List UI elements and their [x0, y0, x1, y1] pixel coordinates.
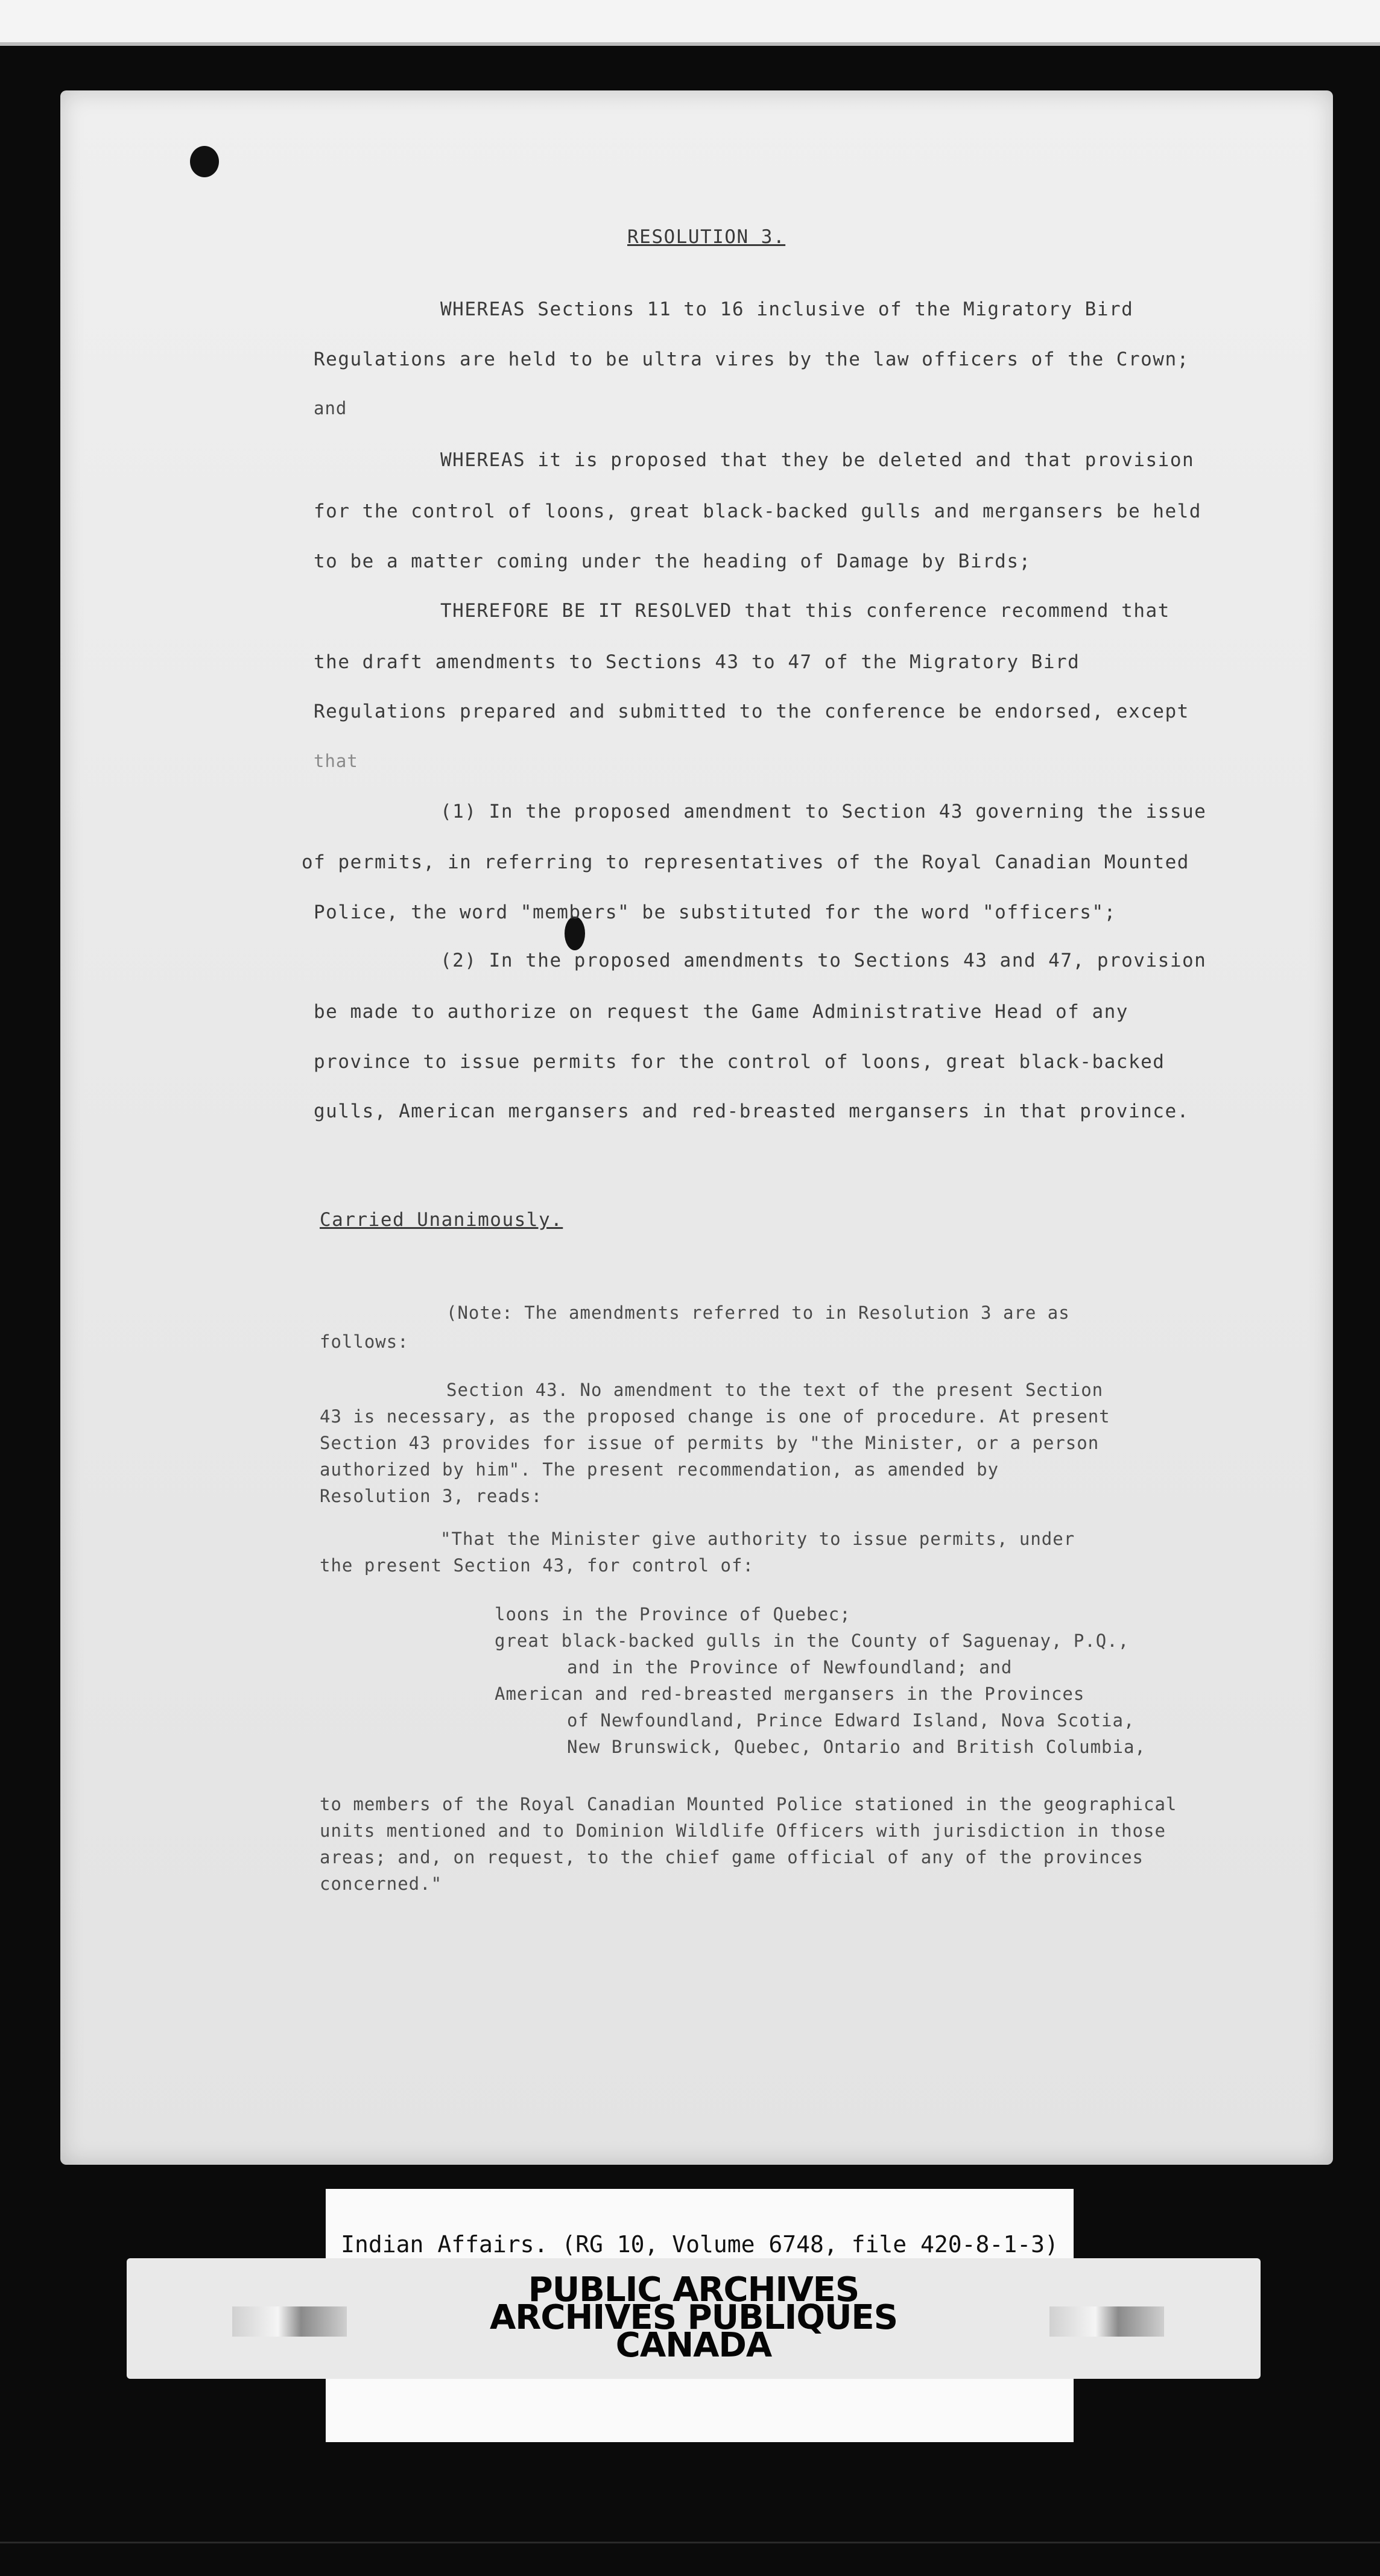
text-line: Regulations are held to be ultra vires by the law officers of the Crown; — [314, 349, 1189, 370]
text-line: the present Section 43, for control of: — [320, 1555, 754, 1576]
list-line: New Brunswick, Quebec, Ontario and British Columbia, — [567, 1737, 1146, 1757]
text-line: province to issue permits for the control of loons, great black-backed — [314, 1051, 1165, 1073]
stamp-line: ARCHIVES PUBLIQUES — [489, 2298, 898, 2337]
resolution-title: RESOLUTION 3. — [627, 226, 786, 248]
scan-bottom-edge — [0, 2542, 1380, 2543]
text-line: and — [314, 398, 347, 418]
ink-blot — [190, 146, 219, 177]
stamp-line: PUBLIC ARCHIVES — [528, 2270, 859, 2309]
text-line: be made to authorize on request the Game Administrative Head of any — [314, 1001, 1128, 1023]
text-line: Section 43. No amendment to the text of the present Section — [446, 1380, 1104, 1400]
text-line: areas; and, on request, to the chief game official of any of the provinces — [320, 1847, 1144, 1867]
text-line: WHEREAS it is proposed that they be deleted and that provision — [440, 449, 1195, 471]
list-line: American and red-breasted mergansers in the Provinces — [495, 1684, 1085, 1704]
text-line: follows: — [320, 1331, 409, 1352]
stamp-line: CANADA — [615, 2326, 772, 2365]
text-line: 43 is necessary, as the proposed change is one of procedure. At present — [320, 1406, 1110, 1427]
text-line: for the control of loons, great black-backed gulls and mergansers be held — [314, 500, 1201, 522]
text-line: units mentioned and to Dominion Wildlife Officers with jurisdiction in those — [320, 1820, 1166, 1841]
list-line: of Newfoundland, Prince Edward Island, Nova Scotia, — [567, 1710, 1135, 1731]
carried-unanimously: Carried Unanimously. — [320, 1209, 563, 1231]
text-line: "That the Minister give authority to issue permits, under — [440, 1529, 1075, 1549]
scan-top-margin — [0, 0, 1380, 46]
archive-caption: Indian Affairs. (RG 10, Volume 6748, file 420-8-1-3) — [341, 2231, 1059, 2258]
text-line: that — [314, 751, 358, 771]
text-line: (Note: The amendments referred to in Resolution 3 are as — [446, 1302, 1070, 1323]
archive-stamp-band — [127, 2258, 1261, 2379]
list-line: loons in the Province of Quebec; — [495, 1604, 851, 1624]
text-line: (2) In the proposed amendments to Sections 43 and 47, provision — [440, 950, 1207, 971]
text-line: concerned." — [320, 1874, 443, 1894]
text-line: Police, the word "members" be substituted for the word "officers"; — [314, 901, 1116, 923]
text-line: Regulations prepared and submitted to the conference be endorsed, except — [314, 701, 1189, 722]
document-page — [60, 90, 1333, 2165]
list-line: great black-backed gulls in the County of Saguenay, P.Q., — [495, 1631, 1130, 1651]
text-line: Resolution 3, reads: — [320, 1486, 543, 1506]
text-line: WHEREAS Sections 11 to 16 inclusive of the Migratory Bird — [440, 298, 1134, 320]
text-line: authorized by him". The present recommendation, as amended by — [320, 1459, 999, 1480]
text-line: (1) In the proposed amendment to Section 43 governing the issue — [440, 801, 1207, 822]
text-line: to be a matter coming under the heading of Damage by Birds; — [314, 551, 1031, 572]
text-line: Section 43 provides for issue of permits by "the Minister, or a person — [320, 1433, 1100, 1453]
text-line: the draft amendments to Sections 43 to 47 of the Migratory Bird — [314, 651, 1080, 673]
text-line: THEREFORE BE IT RESOLVED that this conference recommend that — [440, 600, 1170, 622]
text-line: of permits, in referring to representatives of the Royal Canadian Mounted — [302, 851, 1189, 873]
text-line: gulls, American mergansers and red-breasted mergansers in that province. — [314, 1100, 1189, 1122]
archive-stamp — [127, 2270, 1261, 2365]
text-line: to members of the Royal Canadian Mounted Police stationed in the geographical — [320, 1794, 1177, 1814]
list-line: and in the Province of Newfoundland; and — [567, 1657, 1013, 1678]
